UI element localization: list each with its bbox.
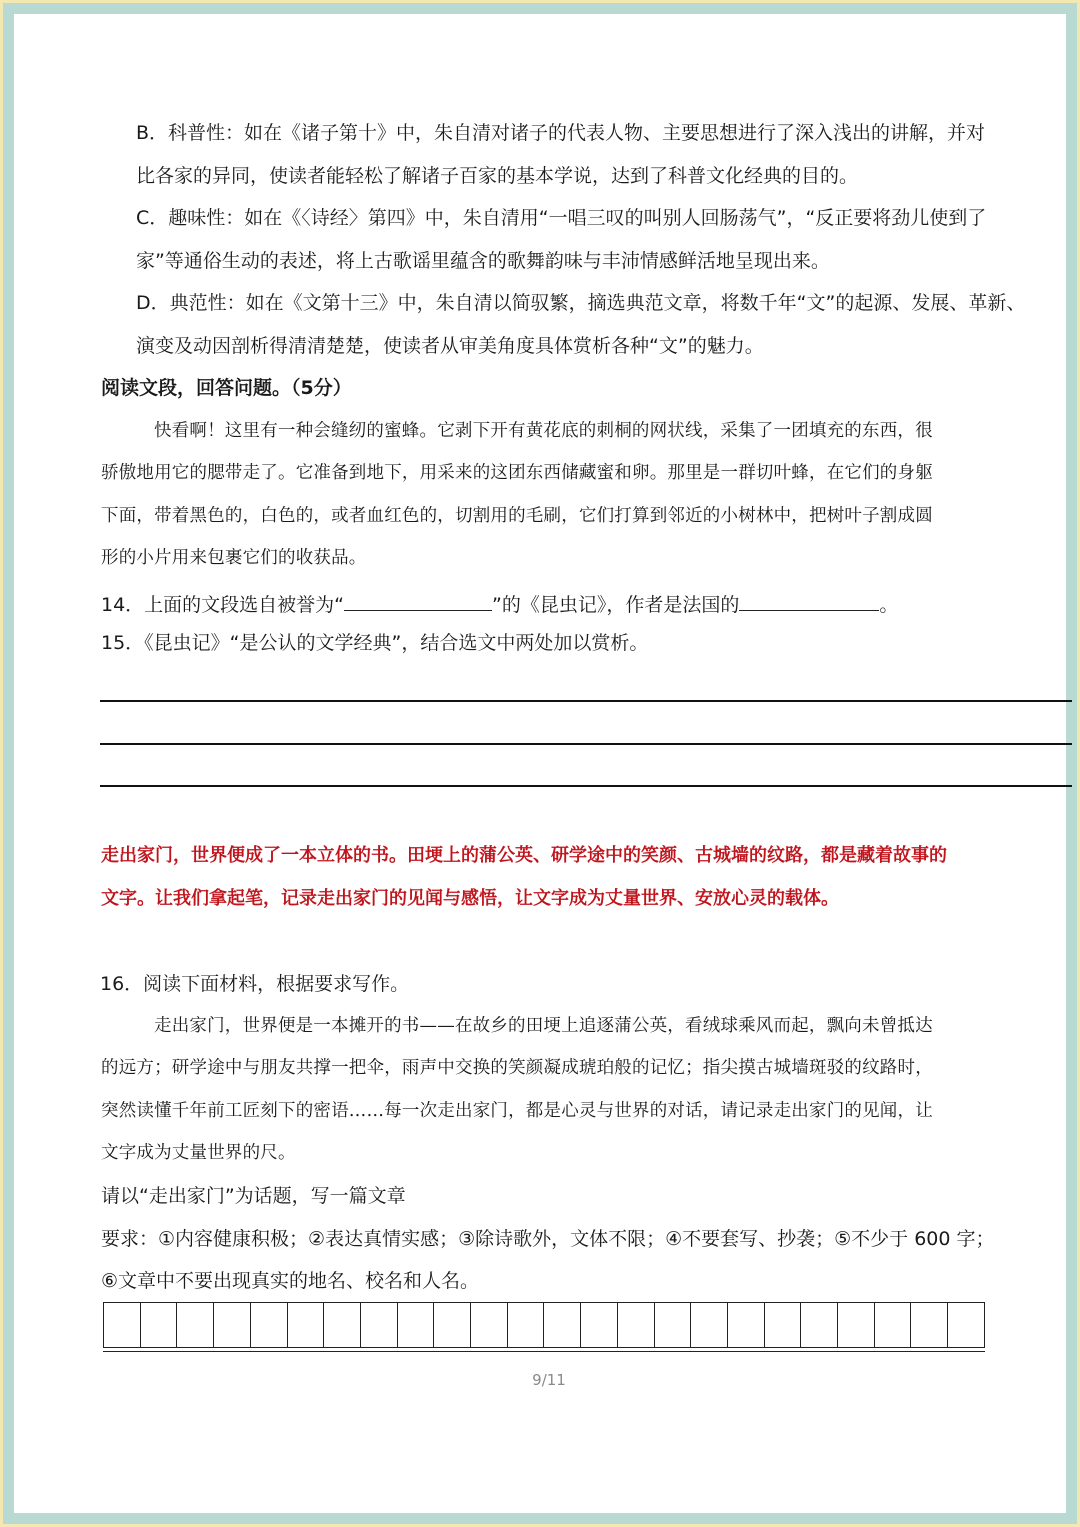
grid-cell[interactable] [655,1303,692,1347]
writing-requirements-line-2: ⑥文章中不要出现真实的地名、校名和人名。 [101,1270,480,1292]
grid-cell[interactable] [544,1303,581,1347]
grid-cell[interactable] [875,1303,912,1347]
grid-cell[interactable] [324,1303,361,1347]
material-line-3: 突然读懂千年前工匠刻下的密语……每一次走出家门，都是心灵与世界的对话，请记录走出家门的见闻，让 [101,1101,933,1121]
option-c-line-2: 家”等通俗生动的表述，将上古歌谣里蕴含的歌舞韵味与丰沛情感鲜活地呈现出来。 [136,250,830,272]
material-line-1: 走出家门，世界便是一本摊开的书——在故乡的田埂上追逐蒲公英，看绒球乘风而起，飘向未曾抵达 [154,1016,933,1036]
option-d-line-1: D．典范性：如在《文第十三》中，朱自清以简驭繁，摘选典范文章，将数千年“文”的起源、发展、革新、 [136,292,1026,314]
reading-passage-line-1: 快看啊！这里有一种会缝纫的蜜蜂。它剥下开有黄花底的刺桐的网状线，采集了一团填充的东西，很 [154,421,933,441]
reading-passage-line-3: 下面，带着黑色的，白色的，或者血红色的，切割用的毛刷，它们打算到邻近的小树林中，把树叶子割成圆 [101,506,933,526]
question-14-text-3: 。 [879,594,899,616]
question-16-heading: 16．阅读下面材料，根据要求写作。 [100,973,410,995]
page-number: 9/11 [532,1371,566,1389]
option-b-line-2: 比各家的异同，使读者能轻松了解诸子百家的基本学说，达到了科普文化经典的目的。 [136,165,859,187]
reading-heading: 阅读文段，回答问题。（5分） [101,377,352,399]
page-border [3,3,1077,1524]
grid-cell[interactable] [911,1303,948,1347]
answer-line-1[interactable] [100,700,1072,702]
grid-cell[interactable] [104,1303,141,1347]
material-line-2: 的远方；研学途中与朋友共撑一把伞，雨声中交换的笑颜凝成琥珀般的记忆；指尖摸古城墙斑驳的纹路时， [101,1058,933,1078]
grid-cell[interactable] [471,1303,508,1347]
writing-requirements-line-1: 要求：①内容健康积极；②表达真情实感；③除诗歌外，文体不限；④不要套写、抄袭；⑤不少于 600 字； [101,1228,995,1250]
grid-cell[interactable] [434,1303,471,1347]
option-d-line-2: 演变及动因剖析得清清楚楚，使读者从审美角度具体赏析各种“文”的魅力。 [136,335,764,357]
grid-cell[interactable] [288,1303,325,1347]
question-14-text-2: ”的《昆虫记》，作者是法国的 [492,594,740,616]
question-15: 15．《昆虫记》“是公认的文学经典”，结合选文中两处加以赏析。 [101,632,649,654]
material-line-4: 文字成为丈量世界的尺。 [101,1143,296,1163]
writing-grid[interactable] [103,1302,985,1348]
grid-cell[interactable] [177,1303,214,1347]
grid-cell[interactable] [691,1303,728,1347]
writing-intro-line-2: 文字。让我们拿起笔，记录走出家门的见闻与感悟，让文字成为丈量世界、安放心灵的载体。 [101,888,839,909]
grid-cell[interactable] [618,1303,655,1347]
writing-topic: 请以“走出家门”为话题，写一篇文章 [101,1185,406,1207]
grid-underline [103,1351,985,1352]
answer-blank-2[interactable] [739,592,879,611]
writing-intro-line-1: 走出家门，世界便成了一本立体的书。田埂上的蒲公英、研学途中的笑颜、古城墙的纹路，都是藏着故事的 [101,845,947,866]
grid-cell[interactable] [581,1303,618,1347]
question-14 [101,592,898,615]
grid-cell[interactable] [728,1303,765,1347]
reading-passage-line-2: 骄傲地用它的腮带走了。它准备到地下，用采来的这团东西储藏蜜和卵。那里是一群切叶蜂，在它们的身躯 [101,463,933,483]
answer-line-3[interactable] [100,785,1072,787]
answer-line-2[interactable] [100,743,1072,745]
grid-cell[interactable] [838,1303,875,1347]
grid-cell[interactable] [214,1303,251,1347]
grid-cell[interactable] [508,1303,545,1347]
answer-blank-1[interactable] [344,592,492,611]
question-14-text-1: 14．上面的文段选自被誉为“ [101,594,345,616]
grid-cell[interactable] [801,1303,838,1347]
grid-cell[interactable] [398,1303,435,1347]
exam-page [14,14,1066,1513]
option-b-line-1: B．科普性：如在《诸子第十》中，朱自清对诸子的代表人物、主要思想进行了深入浅出的讲解，并对 [136,122,986,144]
grid-cell[interactable] [361,1303,398,1347]
grid-cell[interactable] [251,1303,288,1347]
grid-cell[interactable] [765,1303,802,1347]
reading-passage-line-4: 形的小片用来包裹它们的收获品。 [101,548,367,568]
grid-cell[interactable] [948,1303,984,1347]
option-c-line-1: C．趣味性：如在《〈诗经〉第四》中，朱自清用“一唱三叹的叫别人回肠荡气”，“反正要将劲儿使到了 [136,207,987,229]
grid-cell[interactable] [141,1303,178,1347]
